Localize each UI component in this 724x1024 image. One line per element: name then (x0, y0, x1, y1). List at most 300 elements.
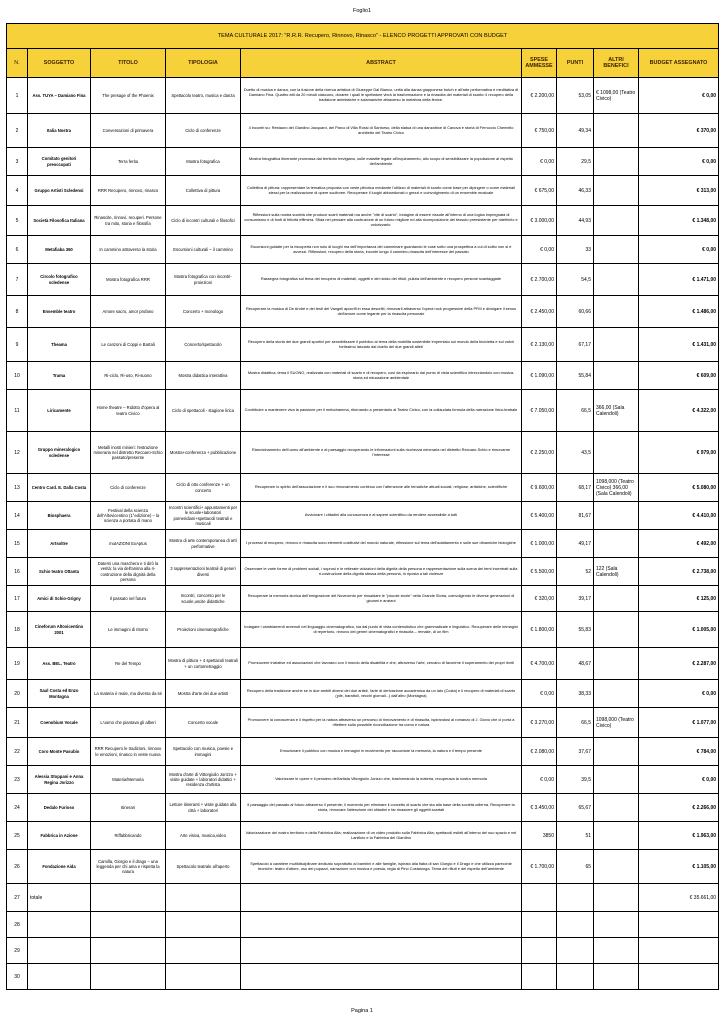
cell-n: 6 (7, 236, 28, 264)
cell-punti: 48,67 (557, 648, 594, 680)
cell-budget: € 5.080,00 (639, 474, 719, 502)
cell-altri: € 1098,00 (Teatro Civico) (594, 78, 639, 114)
cell-budget: € 1.963,00 (639, 822, 719, 850)
cell-tipologia: Letture itineranti + visite guidate alla città + laboratori (166, 794, 241, 822)
cell-budget: € 2.738,00 (639, 558, 719, 586)
cell-empty (557, 964, 594, 990)
cell-altri (594, 114, 639, 148)
cell-titolo: Conversazioni di primavera (91, 114, 166, 148)
cell-empty (557, 912, 594, 938)
cell-abstract: Duetto di musica e danza, con la fusione della ricerca artistica di Giuseppe Dal Bianco, unità alla danza giapponese butoh e all'arte performativa e meditativa di Damiano Fina. Quattro atti da 20 minuti ciascuno, durante i quali le spettatore vivrà la trasformazione e la rinascita dei materiali di scarto: il recupero della tradizione animistiche e sciamaniche attraverso la metafora della fenice. (241, 78, 522, 114)
cell-spese: € 0,00 (522, 680, 557, 708)
cell-punti: 43,5 (557, 432, 594, 474)
cell-empty (91, 938, 166, 964)
cell-titolo: Festival della scienza dell'Altovicentino (1°edizione) – la scienza a portata di mano (91, 502, 166, 530)
cell-n: 25 (7, 822, 28, 850)
table-row (7, 612, 719, 648)
cell-titolo: Home theatre – Ridotto d'opera al teatro Civico (91, 390, 166, 432)
cell-empty (28, 964, 91, 990)
table-row (7, 738, 719, 766)
table-row (7, 502, 719, 530)
table-row (7, 558, 719, 586)
cell-tipologia: Arte visiva, musica,video (166, 822, 241, 850)
cell-tipologia: Incontri, concorso per le scuole,uscite didattiche (166, 586, 241, 612)
cell-n: 5 (7, 206, 28, 236)
cell-budget: € 1.486,00 (639, 296, 719, 328)
cell-spese: € 1.800,00 (522, 612, 557, 648)
cell-altri (594, 822, 639, 850)
cell-empty (639, 938, 719, 964)
cell-n: 18 (7, 612, 28, 648)
cell-empty (166, 912, 241, 938)
cell-soggetto: Schio teatro Ottanta (28, 558, 91, 586)
cell-abstract: Il paesaggio del passato al futuro attraverso il presente; il momento per eliminare il concetto di scarto che sta alla base della società odierna. Recuperare la storia, rinnovare l'attenzione dei cittadini e far rinascere gli oggetti scartati (241, 794, 522, 822)
table-row (7, 236, 719, 264)
cell-abstract: Emozionare il pubblico con musica e immagini in movimento per raccontare la memoria, la natura e il tempo presente (241, 738, 522, 766)
cell-abstract: Recuperare la memoria storica dell'emigrazione del Novecento per rinsaldare le "piccole storie" nella Grande Storia, coinvolgendo le diverse generazioni di giovani e anziani (241, 586, 522, 612)
cell-punti: 81,67 (557, 502, 594, 530)
cell-soggetto: Amici di Schio-Grigny (28, 586, 91, 612)
cell-budget: € 1.005,00 (639, 612, 719, 648)
cell-tipologia: Spettacolo con musica, poesie e immagini (166, 738, 241, 766)
table-row (7, 264, 719, 296)
empty-row (7, 964, 719, 990)
header-row (7, 49, 719, 78)
cell-n: 4 (7, 176, 28, 206)
cell-spese: € 750,00 (522, 114, 557, 148)
cell-titolo: Daterni una maschera e ti dirò la verità: la via dell'anima alla ri-costruzione della dignità della persona (91, 558, 166, 586)
cell-empty (91, 964, 166, 990)
cell-tipologia: Mostra didattica interattiva (166, 362, 241, 390)
header-abstract: ABSTRACT (241, 49, 522, 78)
table-row (7, 114, 719, 148)
cell-n: 1 (7, 78, 28, 114)
cell-budget: € 4.322,00 (639, 390, 719, 432)
empty-row (7, 912, 719, 938)
cell-budget: € 313,00 (639, 176, 719, 206)
cell-soggetto: Società Filosofica Italiana (28, 206, 91, 236)
cell-punti: 39,17 (557, 586, 594, 612)
cell-abstract: 4 incontri su: Restauro del Giardino Jacquard, del Parco di Villa Rossi di Santorso, della statua di una danzatrice di Canova e storia di Ferruccio Chemello architetto del Teatro Civico (241, 114, 522, 148)
cell-n: 20 (7, 680, 28, 708)
cell-punti: 55,83 (557, 612, 594, 648)
cell-soggetto: Italia Nostra (28, 114, 91, 148)
cell-budget: € 0,00 (639, 148, 719, 176)
cell-altri (594, 766, 639, 794)
table-row (7, 432, 719, 474)
header-n: N. (7, 49, 28, 78)
cell-punti: 38,33 (557, 680, 594, 708)
cell-n: 26 (7, 850, 28, 884)
cell-altri (594, 432, 639, 474)
cell-soggetto: Metafiaba 360 (28, 236, 91, 264)
cell-empty (639, 912, 719, 938)
cell-titolo: Ciclo di conferenze (91, 474, 166, 502)
cell-budget: € 0,00 (639, 766, 719, 794)
table-row (7, 648, 719, 680)
cell-tipologia: Mostra di pittura + 4 spettacoli teatrali + un cortometraggio (166, 648, 241, 680)
cell-tipologia: Mostra+conferenza + pubblicazione (166, 432, 241, 474)
cell-punti: 65 (557, 850, 594, 884)
cell-n: 17 (7, 586, 28, 612)
cell-soggetto: Liricamente (28, 390, 91, 432)
cell-n: 21 (7, 708, 28, 738)
cell-soggetto: Fondazione Aida (28, 850, 91, 884)
header-soggetto: SOGGETTO (28, 49, 91, 78)
cell-tipologia: Mostra d'arte di Vittorgiulio Jorizzo + visite guidate + laboratori didattici + residenza d'artista (166, 766, 241, 794)
cell-n: 19 (7, 648, 28, 680)
cell-punti: 53,05 (557, 78, 594, 114)
cell-spese: € 7.050,00 (522, 390, 557, 432)
cell-spese: € 2.130,00 (522, 328, 557, 362)
table-title: TEMA CULTURALE 2017: "R.R.R. Recupero, Rinnovo, Rinasco" - ELENCO PROGETTI APPROVATI CON BUDGET (7, 24, 719, 49)
cell-tipologia: Escursioni culturali – il cammino (166, 236, 241, 264)
cell-budget: € 1.471,00 (639, 264, 719, 296)
cell-tipologia: Ciclo di spettacoli - stagione lirica (166, 390, 241, 432)
cell-empty (28, 938, 91, 964)
cell-altri (594, 362, 639, 390)
cell-abstract: Promuovere iniziative ed associazioni che lavorano con il mondo della disabilità e che, attraverso l'arte, cercano di favorirne il superamento dei propri limiti (241, 648, 522, 680)
cell-tipologia: Concerto vocale (166, 708, 241, 738)
cell-titolo: RRR Recupero, rinnovo, rinasco (91, 176, 166, 206)
table-row (7, 78, 719, 114)
cell-budget: € 0,00 (639, 78, 719, 114)
cell-soggetto: Cineforum Altovicentino 2001 (28, 612, 91, 648)
cell-punti: 29,5 (557, 148, 594, 176)
cell-titolo: Metalli inosti minieri: l'estrazione mineraria nel distretto Recoaro-Schio passato/presente (91, 432, 166, 474)
cell-tipologia: Ciclo di conferenze (166, 114, 241, 148)
cell-titolo: Il passato nel futuro (91, 586, 166, 612)
cell-soggetto: Gruppo mineralogico scledense (28, 432, 91, 474)
cell-spese: € 3.270,00 (522, 708, 557, 738)
cell-empty (639, 964, 719, 990)
table-row (7, 850, 719, 884)
total-label: totale (28, 884, 91, 912)
cell-tipologia: Mostra fotografica con incontri-proiezioni (166, 264, 241, 296)
table-row (7, 794, 719, 822)
cell-n: 9 (7, 328, 28, 362)
cell-empty (594, 912, 639, 938)
cell-spese: € 5.500,00 (522, 558, 557, 586)
table-row (7, 586, 719, 612)
cell-soggetto: Theama (28, 328, 91, 362)
cell-budget: € 492,00 (639, 530, 719, 558)
page-footer: Pagina 1 (351, 1008, 373, 1014)
cell-soggetto: Dedalo Furioso (28, 794, 91, 822)
cell-abstract: Recuperare lo spirito dell'associazione e il suo rinnovamento continuo con l'attenzione alle tematiche attuali sociali, religiose, artistiche, scientifiche (241, 474, 522, 502)
cell-titolo: In cammino attraverso la storia (91, 236, 166, 264)
cell-budget: € 4.410,00 (639, 502, 719, 530)
header-tipologia: TIPOLOGIA (166, 49, 241, 78)
cell-abstract: Riflessioni sulla nostra società che produce scarti materiali ma anche "vite di scarto", indagine di essere vissute all'interno di una logica impregnata di consumismo e di fonti di felicità effimera. Sfida nel pensare alla costruzione di un futuro migliore ed alla ricomposizione del tessuto preesistente per ridefinirlo e valorizzarlo. (241, 206, 522, 236)
cell-soggetto: Biosphaera (28, 502, 91, 530)
cell-abstract: Avvicinare i cittadini alla conoscenza e al sapere scientifico da rendere accessibile a tutti (241, 502, 522, 530)
cell-spese: € 3.450,00 (522, 794, 557, 822)
cell-abstract: Rassegna fotografica sul tema del recupero di materiali, oggetti e del riciclo dei rifiuti, pulizia dell'ambiente e recupero persone svantaggiate (241, 264, 522, 296)
cell-altri (594, 206, 639, 236)
cell-titolo: The presage of the Phoenix (91, 78, 166, 114)
cell-titolo: Riffabbricando (91, 822, 166, 850)
cell-n: 12 (7, 432, 28, 474)
cell-tipologia: Mostra d'arte dei due artisti (166, 680, 241, 708)
cell-titolo: RRR Recupero le tradizioni, rinnovo le emozioni, rinasco in veste nuova (91, 738, 166, 766)
cell-n: 30 (7, 964, 28, 990)
cell-budget: € 2.266,00 (639, 794, 719, 822)
cell-abstract: Contribuire a mantenere viva la passione per il melodramma, ritornando a presentarlo al Teatro Civico, con la collaudata formula della narrazione lirico-teatrale (241, 390, 522, 432)
cell-titolo: Le canzoni di Coppi e Bartali (91, 328, 166, 362)
cell-punti: 66,5 (557, 708, 594, 738)
cell-tipologia: Collettiva di pittura (166, 176, 241, 206)
cell-titolo: mutAZIONI ExAptus (91, 530, 166, 558)
cell-budget: € 1.077,00 (639, 708, 719, 738)
cell-n: 7 (7, 264, 28, 296)
cell-budget: € 1.105,00 (639, 850, 719, 884)
cell-altri (594, 328, 639, 362)
cell-punti: 67,17 (557, 328, 594, 362)
cell-spese: € 2.450,00 (522, 296, 557, 328)
cell-altri (594, 296, 639, 328)
cell-n: 23 (7, 766, 28, 794)
cell-abstract: Osservare le varie forme di problemi sociali, i soprusi e le reiterate violazioni della dignità della persona e rappresentazione sulla scena dei temi incentrati sulla ri-costruzione della dignità stessa della persona, in riposta a tali violenze (241, 558, 522, 586)
cell-spese: € 0,00 (522, 148, 557, 176)
cell-altri (594, 176, 639, 206)
cell-soggetto: Artsoltre (28, 530, 91, 558)
cell-punti: 33 (557, 236, 594, 264)
cell-soggetto: Ass. TUYA – Damiano Fina (28, 78, 91, 114)
cell-tipologia: Incontri scientifici+ appuntamenti per le scuole+laboratori pomeridiani+spettacoli teatrali e musicali (166, 502, 241, 530)
cell-spese: € 5.400,00 (522, 502, 557, 530)
cell-spese: € 1.000,00 (522, 530, 557, 558)
cell-n: 15 (7, 530, 28, 558)
cell-empty (522, 912, 557, 938)
cell-soggetto: Comitato genitori preoccupati (28, 148, 91, 176)
cell-punti: 49,17 (557, 530, 594, 558)
cell-empty (28, 912, 91, 938)
cell-budget: € 370,00 (639, 114, 719, 148)
cell-titolo: Itinerari (91, 794, 166, 822)
table-row (7, 296, 719, 328)
cell-abstract: Mostra didattica, tema il SUONO, realizzata con materiali di scarto e di recupero, così da esplorarlo dal punto di vista scientifico intrecciandolo con musica, storia ed educazione ambientale (241, 362, 522, 390)
cell-empty (241, 964, 522, 990)
cell-n: 10 (7, 362, 28, 390)
cell-budget: € 609,00 (639, 362, 719, 390)
total-row (7, 884, 719, 912)
cell-soggetto: Circolo fotografico scledense (28, 264, 91, 296)
cell-spese: € 9.600,00 (522, 474, 557, 502)
table-body (7, 78, 719, 990)
cell-soggetto: Centro Card. E. Dalla Costa (28, 474, 91, 502)
cell-empty (166, 964, 241, 990)
cell-altri (594, 502, 639, 530)
cell-soggetto: Ensemble teatro (28, 296, 91, 328)
total-budget: € 35.661,00 (639, 884, 719, 912)
cell-punti: 55,84 (557, 362, 594, 390)
cell-n: 16 (7, 558, 28, 586)
cell-budget: € 784,00 (639, 738, 719, 766)
header-budget: BUDGET ASSEGNATO (639, 49, 719, 78)
cell-titolo: Re del Tempo (91, 648, 166, 680)
cell-tipologia: Spettacolo teatro, musica e danza (166, 78, 241, 114)
cell-soggetto: Trama (28, 362, 91, 390)
cell-spese: € 320,00 (522, 586, 557, 612)
table-row (7, 708, 719, 738)
cell-soggetto: Coenobium Vocale (28, 708, 91, 738)
cell-empty (241, 912, 522, 938)
cell-spese: € 2.250,00 (522, 432, 557, 474)
table-row (7, 362, 719, 390)
cell-punti: 68,17 (557, 474, 594, 502)
cell-n: 24 (7, 794, 28, 822)
cell-punti: 54,5 (557, 264, 594, 296)
cell-soggetto: Saul Costa ed Enzo Montagna (28, 680, 91, 708)
cell-empty (241, 938, 522, 964)
cell-abstract: Collettiva di pittura: rappresentare la tematica proposta con veste pittorica mediante l'utilizzo di materiali di scarto come base per dipingere o come materiali stessi per la realizzazione di opere scultoree. Recuperare il luoghi abbandonati o grezzi e coinvolgimento di un ensemble musicale (241, 176, 522, 206)
cell-spese: € 1.090,00 (522, 362, 557, 390)
cell-abstract: Valorizzare le opere e il pensiero dell'artista Vittorgiulio Jorizzo che, trasformando la materia, recuperava la nostra memoria (241, 766, 522, 794)
header-altri: ALTRI BENEFICI (594, 49, 639, 78)
cell-altri (594, 530, 639, 558)
cell-tipologia: Ciclo di incontri culturali e filosofici (166, 206, 241, 236)
cell-punti: 46,33 (557, 176, 594, 206)
cell-altri: 1098,000 (Teatro Civico) (594, 708, 639, 738)
cell-punti: 51 (557, 822, 594, 850)
cell-n: 2 (7, 114, 28, 148)
cell-empty (166, 938, 241, 964)
cell-empty (522, 964, 557, 990)
cell-spese: € 675,00 (522, 176, 557, 206)
cell-abstract: Recuperare la musica di De André e dei testi dei Vangeli apocrifi in essa descritti, rinnovarli attraverso l'opera rock progressive della PFM e divulgare il senso dell'amore come legante per la rinascita personale (241, 296, 522, 328)
cell-tipologia: Proiezioni cinematografiche (166, 612, 241, 648)
cell-spese: € 2.700,00 (522, 264, 557, 296)
cell-altri: 1098,000 (Teatro Civico) 366,00 (Sala Calendoli) (594, 474, 639, 502)
cell-empty (522, 884, 557, 912)
cell-empty (91, 912, 166, 938)
cell-empty (594, 884, 639, 912)
table-row (7, 176, 719, 206)
cell-altri (594, 586, 639, 612)
cell-punti: 65,67 (557, 794, 594, 822)
cell-abstract: I processi di recupero, rinnovo e rinascita sono elementi costitutivi del mondo naturale, riflessione sul tema dell'adattamento e sulle sue dinamiche biologiche (241, 530, 522, 558)
cell-tipologia: Ciclo di otto conferenze + un concerto (166, 474, 241, 502)
cell-spese: 3850 (522, 822, 557, 850)
cell-empty (557, 884, 594, 912)
cell-punti: 66,5 (557, 390, 594, 432)
cell-abstract: Rianvicinamento dell'uomo all'ambiente e al paesaggio recuperando le informazioni sulla ricchezza mineraria nel distretto Recoaro-Schio e rinnovarne l'interesse (241, 432, 522, 474)
cell-spese: € 2.200,00 (522, 78, 557, 114)
cell-empty (91, 884, 166, 912)
cell-altri (594, 148, 639, 176)
cell-altri (594, 850, 639, 884)
cell-altri (594, 236, 639, 264)
cell-empty (166, 884, 241, 912)
cell-titolo: Le immagini di ritorno (91, 612, 166, 648)
cell-n: 22 (7, 738, 28, 766)
cell-tipologia: Concerto/spettacolo (166, 328, 241, 362)
cell-titolo: La materia è reale, ma diversa da sé (91, 680, 166, 708)
cell-abstract: Promuovere la conoscenza e il rispetto per la natura attraverso un percorso di rinnovamento e di rinascita, ispirandosi al romanzo di J. Giono che ci porta a riflettere sulla possibile riconciliazione tra uomo e natura (241, 708, 522, 738)
cell-n: 8 (7, 296, 28, 328)
cell-spese: € 0,00 (522, 766, 557, 794)
table-row (7, 680, 719, 708)
header-punti: PUNTI (557, 49, 594, 78)
cell-punti: 49,34 (557, 114, 594, 148)
cell-titolo: Materia/Memoria (91, 766, 166, 794)
cell-soggetto: Ass. BEL. Teatro (28, 648, 91, 680)
cell-altri (594, 264, 639, 296)
cell-budget: € 125,00 (639, 586, 719, 612)
cell-abstract: Escursioni guidate per la riscoperta non solo di luoghi ma dell'importanza del camminare guardando le cose sotto una prospettiva a cui di solito non si è avvezzi. Riflessioni, recupero della storia, incontri lungo il cammino,rinascita dell'interesse del passato (241, 236, 522, 264)
cell-n: 28 (7, 912, 28, 938)
cell-abstract: Spettacolo a carattere multidisciplinare dedicato soprattutto ai bambini e alle famiglie, ispirato alla fiaba di san Giorgio e il Drago e che utilizza parecchie tecniche: teatro d'attore, uso dei pupazzi, narrazione con musica e poesia, regia di Pino Costalunga. Tema del rifiuti e del rispetto dell'ambiente (241, 850, 522, 884)
cell-altri (594, 794, 639, 822)
cell-budget: € 979,00 (639, 432, 719, 474)
cell-altri (594, 648, 639, 680)
cell-empty (241, 884, 522, 912)
header-spese: SPESE AMMESSE (522, 49, 557, 78)
cell-budget: € 1.431,00 (639, 328, 719, 362)
cell-punti: 52 (557, 558, 594, 586)
cell-tipologia: Spettacolo teatrale all'aperto (166, 850, 241, 884)
cell-titolo: Rinascite, rinnovi, recuperi. Persone tra mito, storia e filosofia (91, 206, 166, 236)
cell-tipologia: Concerto + monologo (166, 296, 241, 328)
cell-spese: € 0,00 (522, 236, 557, 264)
cell-titolo: Amore sacro, amor profano (91, 296, 166, 328)
sheet-name: Foglio1 (352, 8, 372, 14)
table-row (7, 530, 719, 558)
cell-n: 3 (7, 148, 28, 176)
cell-n: 13 (7, 474, 28, 502)
cell-altri (594, 680, 639, 708)
cell-spese: € 3.000,00 (522, 206, 557, 236)
cell-tipologia: Mostra di arte contemporanea di arti performative (166, 530, 241, 558)
cell-abstract: Recupero della storia dei due grandi sportivi per sensibilizzare il pubblico al tema della mobilità sostenibile imperniato sul mondo della bicicletta e sui valori fortissimo lasciato dal duello dei due grandi atleti (241, 328, 522, 362)
projects-table (6, 23, 719, 990)
cell-altri: 122 (Sala Calendoli) (594, 558, 639, 586)
cell-punti: 44,93 (557, 206, 594, 236)
empty-row (7, 938, 719, 964)
table-row (7, 474, 719, 502)
cell-punti: 39,5 (557, 766, 594, 794)
cell-altri: 366,00 (Sala Calendoli) (594, 390, 639, 432)
cell-tipologia: 3 rappresentazioni teatrali di generi diversi (166, 558, 241, 586)
cell-punti: 37,67 (557, 738, 594, 766)
table-row (7, 390, 719, 432)
cell-altri (594, 738, 639, 766)
cell-spese: € 1.700,00 (522, 850, 557, 884)
cell-titolo: Mostra fotografica RRR (91, 264, 166, 296)
cell-budget: € 2.287,00 (639, 648, 719, 680)
cell-empty (594, 938, 639, 964)
header-titolo: TITOLO (91, 49, 166, 78)
cell-abstract: Valorizzazione del nostro territorio e della Fabbrica Alta; realizzazione di un video prodotto sulla Fabbrica Alta; spettacoli esibiti all'interno del suo spazio e nel Lanificio e la Fabbrica del Giardino (241, 822, 522, 850)
cell-budget: € 1.348,00 (639, 206, 719, 236)
cell-titolo: Camilla, Giorgio e il drago – una leggenda per chi ama e rispetta la natura (91, 850, 166, 884)
cell-punti: 60,66 (557, 296, 594, 328)
cell-n: 14 (7, 502, 28, 530)
cell-tipologia: Mostra fotografica (166, 148, 241, 176)
cell-titolo: Terra ferita (91, 148, 166, 176)
cell-n: 27 (7, 884, 28, 912)
cell-titolo: Ri-ciclo, Ri-uso, Ri-suono (91, 362, 166, 390)
table-row (7, 148, 719, 176)
cell-spese: € 4.700,00 (522, 648, 557, 680)
cell-n: 29 (7, 938, 28, 964)
cell-budget: € 0,00 (639, 680, 719, 708)
cell-soggetto: Fabbrica in Azione (28, 822, 91, 850)
table-row (7, 328, 719, 362)
cell-spese: € 2.080,00 (522, 738, 557, 766)
cell-soggetto: Coro Monte Pasubio (28, 738, 91, 766)
